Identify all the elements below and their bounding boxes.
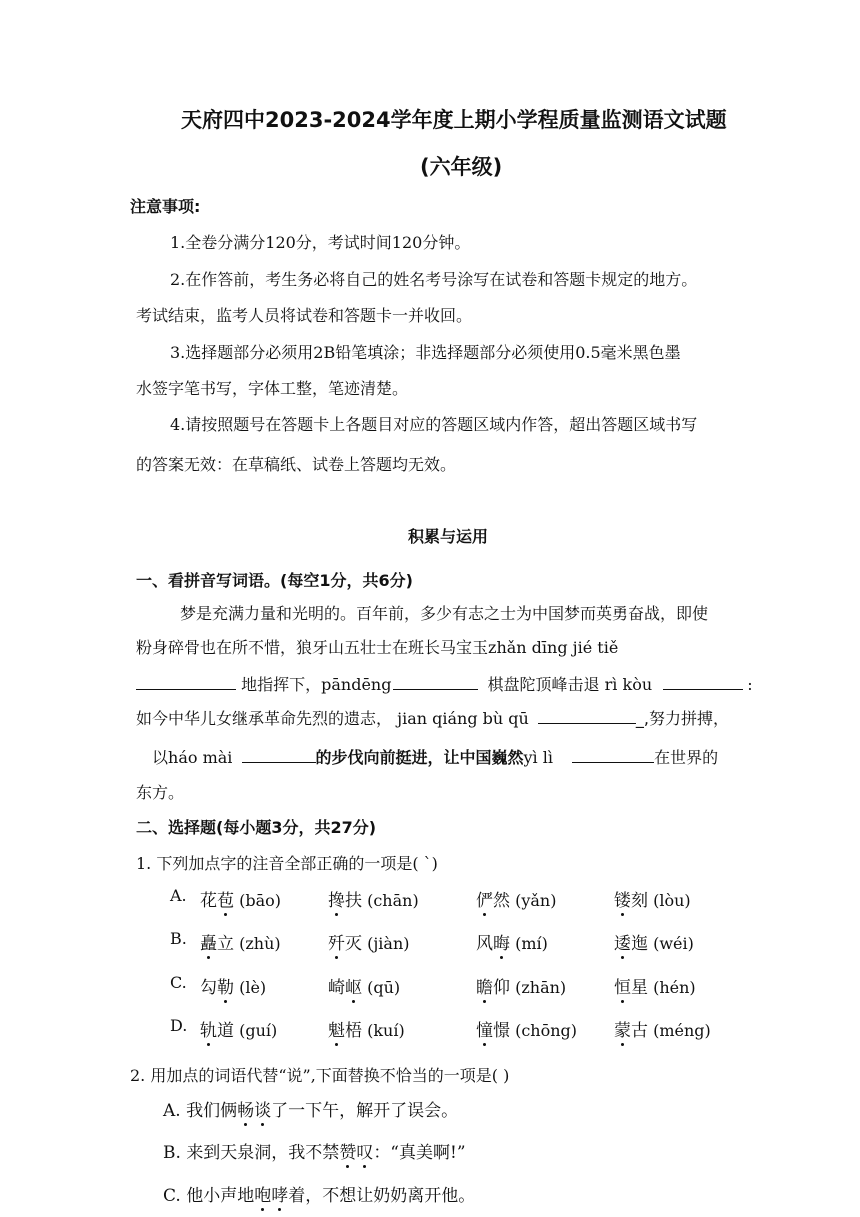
dotted-character: 蒙 — [614, 1016, 631, 1041]
pinyin-annotation: (zhān) — [510, 978, 567, 997]
pinyin-prompt: jian qiáng bù qū — [397, 709, 529, 728]
option-label: B. — [170, 929, 187, 948]
passage-text: 粉身碎骨也在所不惜，狼牙山五壮士在班长马宝玉 — [136, 638, 489, 657]
punctuation: : — [747, 675, 753, 694]
pinyin-annotation: (chōng) — [510, 1021, 578, 1040]
option-word — [614, 973, 696, 998]
note-item: 3.选择题部分必须用2B铅笔填涂；非选择题部分必须使用0.5毫米黑色墨 — [170, 343, 681, 362]
pinyin-annotation: (zhù) — [234, 934, 281, 953]
option-label: C. — [163, 1186, 187, 1206]
note-item: 4.请按照题号在答题卡上各题目对应的答题区域内作答，超出答题区域书写 — [170, 415, 698, 434]
option-word — [200, 929, 281, 954]
answer-blank[interactable] — [393, 671, 478, 690]
note-item: 考试结束，监考人员将试卷和答题卡一并收回。 — [136, 306, 473, 325]
dotted-character: 矗 — [200, 929, 217, 954]
pinyin-annotation: (bāo) — [234, 891, 281, 910]
pinyin-annotation: (mí) — [510, 934, 548, 953]
passage-text: 地指挥下， — [241, 675, 322, 694]
word-part: 梧 — [345, 1021, 362, 1041]
dotted-character: 镂 — [614, 886, 631, 911]
part2-heading: 二、选择题(每小题3分，共27分) — [136, 818, 377, 837]
part1-line: 东方。 — [136, 783, 185, 802]
option-label: B. — [163, 1143, 187, 1163]
word-part: 古 — [631, 1021, 648, 1041]
dotted-character: 俨 — [476, 886, 493, 911]
option-sentence — [163, 1181, 475, 1206]
dotted-word — [254, 1186, 288, 1206]
pinyin-prompt: zhǎn dīng jié tiě — [488, 638, 619, 657]
sentence-part: 他小声地 — [186, 1186, 255, 1206]
option-word — [328, 973, 400, 998]
option-word — [200, 1016, 277, 1041]
answer-blank[interactable] — [538, 705, 636, 724]
word-part: 憬 — [493, 1021, 510, 1041]
option-label: A. — [163, 1101, 187, 1121]
dotted-character: 晦 — [493, 929, 510, 954]
question-2-stem: 2. 用加点的词语代替“说”,下面替换不恰当的一项是( ) — [130, 1066, 510, 1085]
word-part: 刻 — [631, 891, 648, 911]
part1-line — [136, 671, 753, 695]
grade-label: (六年级) — [420, 155, 503, 179]
dotted-character: 勒 — [217, 973, 234, 998]
passage-text: _,努力拼搏， — [635, 709, 730, 728]
pinyin-prompt: yì lì — [523, 748, 553, 767]
part1-line — [152, 744, 718, 768]
option-word — [200, 886, 281, 911]
dotted-character: 瞻 — [476, 973, 493, 998]
sentence-part: 来到天泉洞，我不禁 — [186, 1143, 340, 1163]
note-item: 2.在作答前，考生务必将自己的姓名考号涂写在试卷和答题卡规定的地方。 — [170, 270, 698, 289]
word-part: 星 — [631, 978, 648, 998]
dotted-word — [339, 1143, 373, 1163]
answer-blank[interactable] — [572, 744, 654, 763]
pinyin-annotation: (wéi) — [648, 934, 694, 953]
pinyin-annotation: (guí) — [234, 1021, 278, 1040]
note-item: 1.全卷分满分120分，考试时间120分钟。 — [170, 233, 471, 252]
option-word — [476, 929, 548, 954]
part1-line — [136, 705, 729, 729]
option-label: A. — [170, 886, 187, 905]
part1-line — [136, 635, 618, 658]
section-title: 积累与运用 — [408, 527, 489, 546]
dotted-character: 赞 — [339, 1138, 356, 1163]
word-part: 道 — [217, 1021, 234, 1041]
dotted-character: 逶 — [614, 929, 631, 954]
dotted-character: 魁 — [328, 1016, 345, 1041]
sentence-part: 着，不想让奶奶离开他。 — [288, 1186, 476, 1206]
word-part: 灭 — [345, 934, 362, 954]
option-word — [476, 1016, 577, 1041]
option-label: C. — [170, 973, 187, 992]
passage-text: 的步伐向前挺进，让中国巍然 — [315, 748, 524, 767]
option-label: D. — [170, 1016, 188, 1035]
notes-heading: 注意事项: — [130, 197, 201, 216]
dotted-character: 轨 — [200, 1016, 217, 1041]
pinyin-annotation: (chān) — [362, 891, 419, 910]
part1-heading: 一、看拼音写词语。(每空1分，共6分) — [136, 571, 413, 590]
word-part: 风 — [476, 934, 493, 954]
word-part: 花 — [200, 891, 217, 911]
option-word — [328, 886, 419, 911]
option-word — [476, 886, 556, 911]
dotted-character: 苞 — [217, 886, 234, 911]
pinyin-annotation: (kuí) — [362, 1021, 405, 1040]
pinyin-annotation: (hén) — [648, 978, 696, 997]
question-1-stem: 1. 下列加点字的注音全部正确的一项是( `) — [136, 854, 438, 873]
pinyin-annotation: (jiàn) — [362, 934, 410, 953]
dotted-character: 憧 — [476, 1016, 493, 1041]
pinyin-prompt: rì kòu — [604, 675, 653, 694]
note-item: 水签字笔书写，字体工整，笔迹清楚。 — [136, 379, 409, 398]
word-part: 勾 — [200, 978, 217, 998]
word-part: 仰 — [493, 978, 510, 998]
option-word — [614, 886, 691, 911]
answer-blank[interactable] — [242, 744, 316, 763]
exam-title: 天府四中2023-2024学年度上期小学程质量监测语文试题 — [181, 108, 727, 132]
word-part: 崎 — [328, 978, 345, 998]
pinyin-prompt: pāndēng — [321, 675, 392, 694]
dotted-character: 谈 — [254, 1096, 271, 1121]
passage-text: 以 — [152, 748, 169, 767]
dotted-character: 咆 — [254, 1181, 271, 1206]
sentence-part: 我们俩 — [186, 1101, 238, 1121]
dotted-character: 歼 — [328, 929, 345, 954]
passage-text: 如今中华儿女继承革命先烈的遗志， — [136, 709, 393, 728]
dotted-character: 叹 — [356, 1138, 373, 1163]
answer-blank[interactable] — [663, 671, 743, 690]
dotted-word — [237, 1101, 271, 1121]
option-word — [328, 929, 410, 954]
pinyin-annotation: (qū) — [362, 978, 401, 997]
option-word — [200, 973, 266, 998]
option-word — [614, 929, 694, 954]
dotted-character: 恒 — [614, 973, 631, 998]
dotted-character: 搀 — [328, 886, 345, 911]
pinyin-annotation: (méng) — [648, 1021, 711, 1040]
dotted-character: 畅 — [237, 1096, 254, 1121]
pinyin-annotation: (yǎn) — [510, 891, 557, 910]
option-word — [328, 1016, 405, 1041]
sentence-part: 了一下午，解开了误会。 — [271, 1101, 459, 1121]
pinyin-annotation: (lè) — [234, 978, 267, 997]
part1-line: 梦是充满力量和光明的。百年前，多少有志之士为中国梦而英勇奋战，即使 — [180, 604, 709, 623]
option-sentence — [163, 1138, 466, 1163]
option-word — [476, 973, 566, 998]
note-item: 的答案无效：在草稿纸、试卷上答题均无效。 — [136, 455, 457, 474]
answer-blank[interactable] — [136, 671, 236, 690]
passage-text: 在世界的 — [654, 748, 719, 767]
option-word — [614, 1016, 711, 1041]
sentence-part: ：“真美啊!” — [373, 1143, 466, 1163]
word-part: 迤 — [631, 934, 648, 954]
pinyin-prompt: háo mài — [168, 748, 233, 767]
passage-text: 棋盘陀顶峰击退 — [487, 675, 600, 694]
dotted-character: 哮 — [271, 1181, 288, 1206]
word-part: 然 — [493, 891, 510, 911]
word-part: 立 — [217, 934, 234, 954]
option-sentence — [163, 1096, 458, 1121]
pinyin-annotation: (lòu) — [648, 891, 691, 910]
dotted-character: 岖 — [345, 973, 362, 998]
word-part: 扶 — [345, 891, 362, 911]
